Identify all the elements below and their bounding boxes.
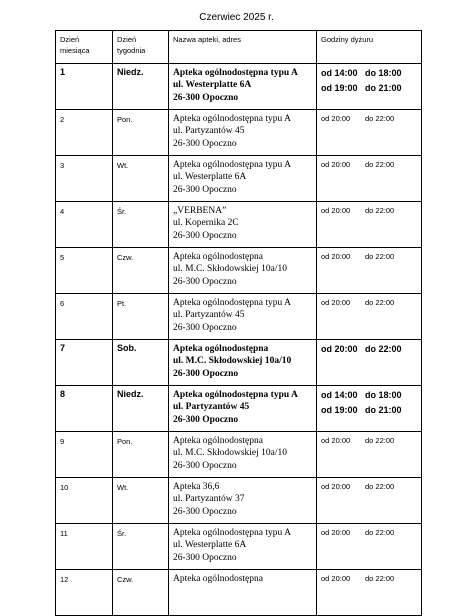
- pharmacy-street: ul. Partyzantów 45: [173, 310, 245, 321]
- hours-to: do 22:00: [365, 252, 395, 261]
- pharmacy-name: Apteka ogólnodostępna: [173, 344, 269, 354]
- pharmacy-name: Apteka 36,6: [173, 482, 220, 492]
- pharmacy-city: 26-300 Opoczno: [173, 552, 237, 563]
- hours-from: od 20:00: [321, 206, 351, 215]
- pharmacy-cell: [169, 570, 317, 616]
- day-of-week-cell: Czw.: [113, 570, 169, 616]
- day-of-week-cell: Pon.: [113, 110, 169, 156]
- pharmacy-city: 26-300 Opoczno: [173, 184, 237, 195]
- day-of-week-cell: Pon.: [113, 432, 169, 478]
- header-day-line-1: Dzień: [60, 35, 80, 44]
- pharmacy-name: Apteka ogólnodostępna typu A: [173, 114, 291, 124]
- pharmacy-name: Apteka ogólnodostępna: [173, 252, 263, 262]
- hours-to: do 22:00: [365, 482, 395, 491]
- day-of-week-cell: Czw.: [113, 248, 169, 294]
- day-of-week-cell: Wt.: [113, 478, 169, 524]
- hours-to: do 22:00: [365, 114, 395, 123]
- day-of-week-cell: Pt.: [113, 294, 169, 340]
- day-of-week-cell: Wt.: [113, 156, 169, 202]
- pharmacy-cell: [169, 64, 317, 110]
- duty-hours-cell: [317, 202, 422, 248]
- pharmacy-name: Apteka ogólnodostępna typu A: [173, 528, 291, 538]
- pharmacy-name: „VERBENA”: [173, 206, 227, 216]
- hours-from: od 20:00: [321, 482, 351, 491]
- pharmacy-street: ul. Westerplatte 6A: [173, 540, 247, 551]
- day-of-month-cell: 3: [56, 156, 113, 202]
- hours-to: do 22:00: [365, 298, 395, 307]
- page-title: Czerwiec 2025 r.: [199, 12, 274, 23]
- pharmacy-cell: [169, 386, 317, 432]
- duty-hours-line: [321, 405, 417, 415]
- duty-hours-line: [321, 344, 417, 354]
- table-row: [56, 110, 422, 156]
- table-row: [56, 524, 422, 570]
- day-of-month-cell: 4: [56, 202, 113, 248]
- pharmacy-city: 26-300 Opoczno: [173, 322, 237, 333]
- hours-from: od 20:00: [321, 160, 351, 169]
- hours-to: do 18:00: [365, 68, 402, 78]
- table-header-row: [56, 31, 422, 64]
- hours-from: od 19:00: [321, 83, 358, 93]
- day-of-week-cell: Śr.: [113, 524, 169, 570]
- duty-hours-cell: [317, 478, 422, 524]
- pharmacy-street: ul. M.C. Skłodowskiej 10a/10: [173, 356, 292, 367]
- pharmacy-street: ul. M.C. Skłodowskiej 10a/10: [173, 448, 288, 459]
- header-duty-hours: Godziny dyżuru: [317, 31, 422, 64]
- day-of-month-cell: 8: [56, 386, 113, 432]
- duty-hours-line: [321, 68, 417, 78]
- hours-to: do 22:00: [365, 160, 395, 169]
- hours-to: do 22:00: [365, 574, 395, 583]
- pharmacy-city: 26-300 Opoczno: [173, 92, 239, 103]
- table-row: [56, 248, 422, 294]
- day-of-week-cell: Sob.: [113, 340, 169, 386]
- day-of-month-cell: 12: [56, 570, 113, 616]
- duty-hours-cell: [317, 570, 422, 616]
- hours-to: do 18:00: [365, 390, 402, 400]
- duty-hours-cell: [317, 294, 422, 340]
- day-of-week-cell: Niedz.: [113, 386, 169, 432]
- hours-from: od 20:00: [321, 436, 351, 445]
- table-row: [56, 432, 422, 478]
- duty-hours-line: [321, 528, 417, 537]
- pharmacy-name: Apteka ogólnodostępna: [173, 574, 263, 584]
- pharmacy-street: ul. M.C. Skłodowskiej 10a/10: [173, 264, 288, 275]
- day-of-month-cell: 9: [56, 432, 113, 478]
- hours-to: do 21:00: [365, 83, 402, 93]
- pharmacy-street: ul. Partyzantów 45: [173, 126, 245, 137]
- hours-from: od 14:00: [321, 68, 358, 78]
- pharmacy-name: Apteka ogólnodostępna: [173, 436, 263, 446]
- pharmacy-name: Apteka ogólnodostępna typu A: [173, 298, 291, 308]
- day-of-month-cell: 1: [56, 64, 113, 110]
- header-pharmacy-name: Nazwa apteki, adres: [169, 31, 317, 64]
- day-of-month-cell: 10: [56, 478, 113, 524]
- duty-hours-line: [321, 390, 417, 400]
- pharmacy-city: 26-300 Opoczno: [173, 414, 239, 425]
- duty-hours-line: [321, 574, 417, 583]
- pharmacy-street: ul. Partyzantów 37: [173, 494, 245, 505]
- header-dow-line-2: tygodnia: [117, 46, 146, 55]
- duty-hours-cell: [317, 432, 422, 478]
- hours-from: od 20:00: [321, 528, 351, 537]
- hours-from: od 20:00: [321, 574, 351, 583]
- pharmacy-street: ul. Westerplatte 6A: [173, 80, 252, 91]
- hours-to: do 21:00: [365, 405, 402, 415]
- table-row: [56, 478, 422, 524]
- pharmacy-cell: [169, 432, 317, 478]
- pharmacy-city: 26-300 Opoczno: [173, 138, 237, 149]
- pharmacy-city: 26-300 Opoczno: [173, 276, 237, 287]
- duty-hours-cell: [317, 64, 422, 110]
- table-row: [56, 386, 422, 432]
- pharmacy-name: Apteka ogólnodostępna typu A: [173, 160, 291, 170]
- duty-hours-cell: [317, 524, 422, 570]
- duty-hours-cell: [317, 386, 422, 432]
- header-day-line-2: miesiąca: [60, 46, 90, 55]
- table-row: [56, 156, 422, 202]
- hours-to: do 22:00: [365, 436, 395, 445]
- hours-from: od 20:00: [321, 114, 351, 123]
- header-day-of-week: [113, 31, 169, 64]
- hours-to: do 22:00: [365, 528, 395, 537]
- day-of-month-cell: 2: [56, 110, 113, 156]
- pharmacy-city: 26-300 Opoczno: [173, 368, 239, 379]
- duty-hours-cell: [317, 156, 422, 202]
- table-row: [56, 570, 422, 616]
- pharmacy-name: Apteka ogólnodostępna typu A: [173, 68, 298, 78]
- duty-hours-line: [321, 298, 417, 307]
- hours-from: od 20:00: [321, 298, 351, 307]
- hours-from: od 14:00: [321, 390, 358, 400]
- duty-hours-cell: [317, 248, 422, 294]
- pharmacy-street: ul. Partyzantów 45: [173, 402, 250, 413]
- pharmacy-city: 26-300 Opoczno: [173, 506, 237, 517]
- duty-hours-line: [321, 160, 417, 169]
- pharmacy-street: ul. Westerplatte 6A: [173, 172, 247, 183]
- day-of-month-cell: 7: [56, 340, 113, 386]
- duty-hours-line: [321, 83, 417, 93]
- table-row: [56, 64, 422, 110]
- pharmacy-cell: [169, 156, 317, 202]
- duty-hours-line: [321, 482, 417, 491]
- pharmacy-cell: [169, 340, 317, 386]
- pharmacy-cell: [169, 294, 317, 340]
- pharmacy-cell: [169, 110, 317, 156]
- header-dow-line-1: Dzień: [117, 35, 137, 44]
- day-of-week-cell: Niedz.: [113, 64, 169, 110]
- pharmacy-cell: [169, 478, 317, 524]
- pharmacy-city: 26-300 Opoczno: [173, 460, 237, 471]
- table-row: [56, 294, 422, 340]
- hours-from: od 19:00: [321, 405, 358, 415]
- duty-hours-cell: [317, 340, 422, 386]
- day-of-week-cell: Śr.: [113, 202, 169, 248]
- day-of-month-cell: 6: [56, 294, 113, 340]
- duty-hours-line: [321, 436, 417, 445]
- pharmacy-name: Apteka ogólnodostępna typu A: [173, 390, 298, 400]
- day-of-month-cell: 5: [56, 248, 113, 294]
- day-of-month-cell: 11: [56, 524, 113, 570]
- hours-from: od 20:00: [321, 252, 351, 261]
- hours-to: do 22:00: [365, 206, 395, 215]
- pharmacy-cell: [169, 202, 317, 248]
- duty-hours-cell: [317, 110, 422, 156]
- header-day-of-month: [56, 31, 113, 64]
- duty-hours-line: [321, 114, 417, 123]
- pharmacy-cell: [169, 524, 317, 570]
- pharmacy-street: ul. Kopernika 2C: [173, 218, 239, 229]
- duty-schedule-table: [55, 30, 422, 616]
- table-row: [56, 202, 422, 248]
- hours-from: od 20:00: [321, 344, 358, 354]
- pharmacy-city: 26-300 Opoczno: [173, 230, 237, 241]
- pharmacy-cell: [169, 248, 317, 294]
- duty-hours-line: [321, 252, 417, 261]
- table-row: [56, 340, 422, 386]
- duty-hours-line: [321, 206, 417, 215]
- hours-to: do 22:00: [365, 344, 402, 354]
